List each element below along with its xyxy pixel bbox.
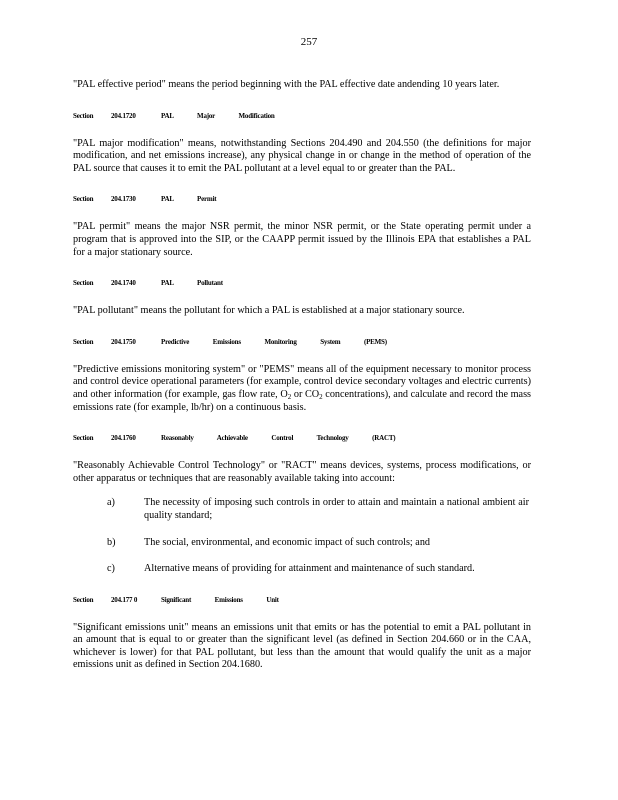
section-title: PAL Pollutant bbox=[161, 279, 223, 288]
section-heading-204-1740 bbox=[73, 279, 531, 287]
page-number: 257 bbox=[300, 36, 318, 48]
definition-significant-emissions-unit: "Significant emissions unit" means an emissions unit that emits or has the potential to emit a PAL pollutant in an amount that is equal to or greater than the significant level (as defined in Section 204.660 or in the CAA, whichever is lower) for that PAL pollutant, but less than the amount that would qualify the unit as a major emissions unit as defined in Section 204.1680. bbox=[73, 621, 531, 671]
section-title: Significant Emissions Unit bbox=[161, 595, 279, 604]
co2-subscript: 2 bbox=[319, 392, 323, 401]
section-label: Section bbox=[73, 337, 94, 346]
definition-pal-permit: "PAL permit" means the major NSR permit, the minor NSR permit, or the State operating permit under a program that is approved into the SIP, or the CAAPP permit issued by the Illinois EPA that establishes a PAL for a major stationary source. bbox=[73, 221, 531, 258]
list-marker: c) bbox=[107, 563, 115, 575]
section-heading-204-1750 bbox=[73, 338, 531, 346]
ract-criteria-list bbox=[73, 497, 531, 575]
section-heading-204-1760 bbox=[73, 434, 531, 442]
section-title: PAL Major Modification bbox=[161, 111, 275, 120]
list-item-text: The social, environmental, and economic impact of such controls; and bbox=[144, 536, 431, 548]
section-title: Reasonably Achievable Control Technology (RACT) bbox=[161, 434, 396, 443]
document-body bbox=[73, 79, 531, 672]
section-heading-204-1730 bbox=[73, 195, 531, 203]
section-number: 204.1730 bbox=[111, 195, 136, 204]
section-number: 204.1720 bbox=[111, 111, 136, 120]
section-label: Section bbox=[73, 111, 94, 120]
section-title: Predictive Emissions Monitoring System (PEMS) bbox=[161, 337, 387, 346]
list-item bbox=[73, 563, 531, 576]
section-heading-204-1770 bbox=[73, 596, 531, 604]
section-title: PAL Permit bbox=[161, 195, 217, 204]
section-label: Section bbox=[73, 279, 94, 288]
section-label: Section bbox=[73, 195, 94, 204]
o2-subscript: 2 bbox=[287, 392, 292, 401]
section-number: 204.1740 bbox=[111, 279, 136, 288]
definition-pal-major-modification: "PAL major modification" means, notwithstanding Sections 204.490 and 204.550 (the definitions for major modification, and net emissions increase), any physical change in or change in the method of operation of the PAL source that causes it to emit the PAL pollutant at a level equal to or greater than the PAL. bbox=[73, 137, 531, 174]
list-item bbox=[73, 537, 531, 550]
section-number: 204.1750 bbox=[111, 337, 136, 346]
section-number: 204.177 0 bbox=[111, 595, 138, 604]
section-label: Section bbox=[73, 434, 94, 443]
pems-text-part-b: or CO bbox=[291, 388, 320, 400]
definition-pems bbox=[73, 364, 531, 414]
pems-text-part-c: concentrations), and calculate and record the mass emissions rate (for example, lb/hr) on a continuous basis. bbox=[73, 388, 532, 413]
definition-ract: "Reasonably Achievable Control Technology" or "RACT" means devices, systems, process modifications, or other apparatus or techniques that are reasonably available taking into account: bbox=[73, 460, 531, 484]
list-marker: b) bbox=[107, 536, 116, 548]
list-marker: a) bbox=[107, 497, 115, 509]
section-heading-204-1720 bbox=[73, 112, 531, 120]
list-item-text: Alternative means of providing for attainment and maintenance of such standard. bbox=[144, 563, 475, 575]
section-label: Section bbox=[73, 595, 94, 604]
list-item-text: The necessity of imposing such controls in order to attain and maintain a national ambient air quality standard; bbox=[144, 497, 529, 521]
section-number: 204.1760 bbox=[111, 434, 136, 443]
definition-pal-pollutant: "PAL pollutant" means the pollutant for which a PAL is established at a major stationary source. bbox=[73, 305, 465, 317]
definition-pal-effective-period: "PAL effective period" means the period beginning with the PAL effective date andending 10 years later. bbox=[73, 79, 500, 90]
list-item bbox=[73, 497, 531, 522]
pems-text-part-a: "Predictive emissions monitoring system" or "PEMS" means all of the equipment necessary to monitor process and control device operational parameters (for example, control device secondary voltages and electric currents) and other information (for example, gas flow rate, O bbox=[73, 363, 531, 400]
